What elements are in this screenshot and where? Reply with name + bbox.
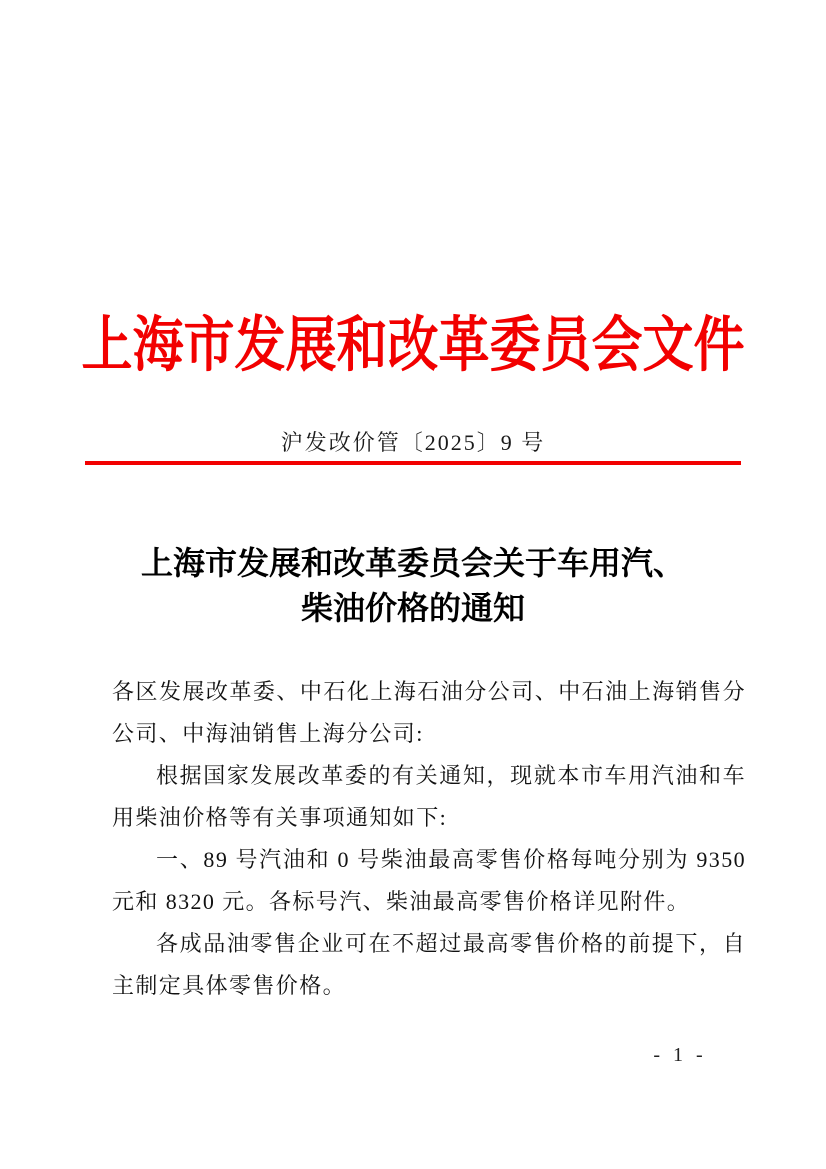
- notice-title-line2: 柴油价格的通知: [300, 590, 525, 626]
- notice-title: [0, 541, 826, 631]
- red-header-divider: [85, 461, 741, 465]
- notice-title-line1: 上海市发展和改革委员会关于车用汽、: [140, 545, 685, 581]
- notice-paragraph: 根据国家发展改革委的有关通知，现就本市车用汽油和车用柴油价格等有关事项通知如下:: [112, 763, 746, 830]
- notice-paragraph: 各成品油零售企业可在不超过最高零售价格的前提下，自主制定具体零售价格。: [112, 931, 746, 998]
- page-number: - 1 -: [653, 1044, 707, 1066]
- document-number: 沪发改价管〔2025〕9 号: [280, 430, 546, 455]
- red-header-org-title: 上海市发展和改革委员会文件: [81, 313, 745, 380]
- notice-salutation: 各区发展改革委、中石化上海石油分公司、中石油上海销售分公司、中海油销售上海分公司:: [112, 679, 746, 746]
- notice-paragraph: 一、89 号汽油和 0 号柴油最高零售价格每吨分别为 9350 元和 8320 元。各标号汽、柴油最高零售价格详见附件。: [112, 847, 746, 914]
- notice-body: [112, 671, 746, 1007]
